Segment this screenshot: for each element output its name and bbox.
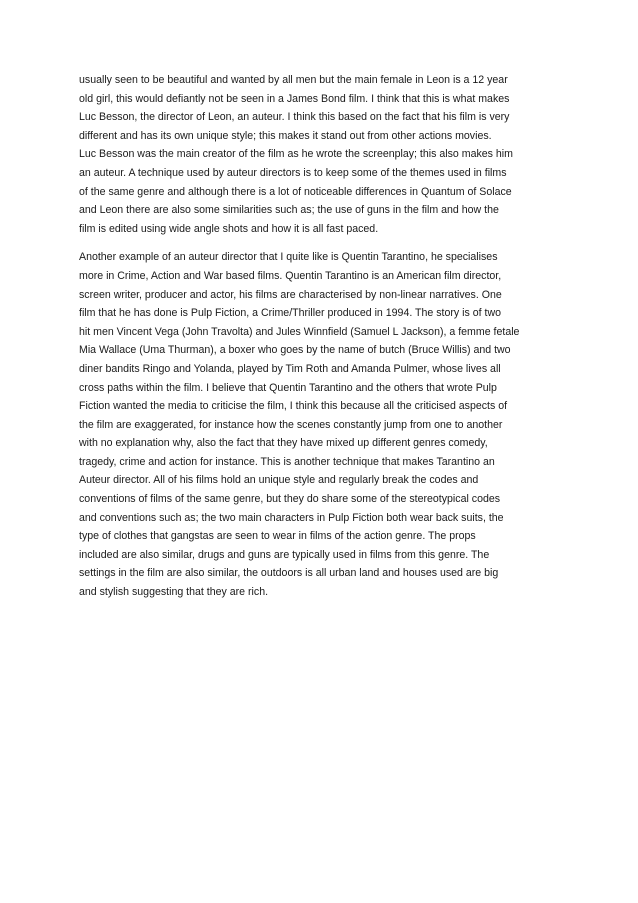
text-line: Auteur director. All of his films hold an unique style and regularly break the codes and xyxy=(79,474,479,487)
text-line: and conventions such as; the two main characters in Pulp Fiction both wear back suits, the xyxy=(79,511,504,524)
text-line: Mia Wallace (Uma Thurman), a boxer who goes by the name of butch (Bruce Willis) and two xyxy=(79,344,511,357)
text-line: conventions of films of the same genre, but they do share some of the stereotypical codes xyxy=(79,493,501,506)
document-body xyxy=(79,71,563,602)
text-line: of the same genre and although there is a lot of noticeable differences in Quantum of Solace xyxy=(79,185,512,198)
paragraph-2 xyxy=(79,248,563,601)
text-line: and stylish suggesting that they are rich. xyxy=(79,586,269,599)
text-line: included are also similar, drugs and guns are typically used in films from this genre. The xyxy=(79,548,490,561)
text-line: tragedy, crime and action for instance. This is another technique that makes Tarantino an xyxy=(79,455,495,468)
text-line: Fiction wanted the media to criticise the film, I think this because all the criticised aspects of xyxy=(79,400,508,413)
text-line: screen writer, producer and actor, his films are characterised by non-linear narratives. One xyxy=(79,288,502,301)
text-line: an auteur. A technique used by auteur directors is to keep some of the themes used in films xyxy=(79,166,507,179)
text-line: diner bandits Ringo and Yolanda, played by Tim Roth and Amanda Pulmer, whose lives all xyxy=(79,362,501,375)
text-line: and Leon there are also some similarities such as; the use of guns in the film and how the xyxy=(79,204,499,217)
paragraph-1 xyxy=(79,71,563,238)
text-line: more in Crime, Action and War based films. Quentin Tarantino is an American film director, xyxy=(79,269,502,282)
text-line: film that he has done is Pulp Fiction, a Crime/Thriller produced in 1994. The story is of two xyxy=(79,307,501,320)
text-line: cross paths within the film. I believe that Quentin Tarantino and the others that wrote Pulp xyxy=(79,381,497,394)
text-line: Luc Besson, the director of Leon, an auteur. I think this based on the fact that his film is very xyxy=(79,111,510,124)
text-line: Luc Besson was the main creator of the film as he wrote the screenplay; this also makes him xyxy=(79,148,513,161)
text-line: type of clothes that gangstas are seen to wear in films of the action genre. The props xyxy=(79,530,476,543)
text-line: usually seen to be beautiful and wanted by all men but the main female in Leon is a 12 year xyxy=(79,74,508,86)
text-line: different and has its own unique style; this makes it stand out from other actions movies. xyxy=(79,129,492,142)
text-line: the film are exaggerated, for instance how the scenes constantly jump from one to another xyxy=(79,418,503,431)
text-line: with no explanation why, also the fact that they have mixed up different genres comedy, xyxy=(79,437,488,450)
text-line: hit men Vincent Vega (John Travolta) and Jules Winnfield (Samuel L Jackson), a femme fetale xyxy=(79,325,520,338)
text-line: film is edited using wide angle shots and how it is all fast paced. xyxy=(79,222,379,235)
text-line: old girl, this would defiantly not be seen in a James Bond film. I think that this is what makes xyxy=(79,92,510,105)
text-line: settings in the film are also similar, the outdoors is all urban land and houses used are big xyxy=(79,567,499,580)
text-line: Another example of an auteur director that I quite like is Quentin Tarantino, he specialises xyxy=(79,251,498,264)
